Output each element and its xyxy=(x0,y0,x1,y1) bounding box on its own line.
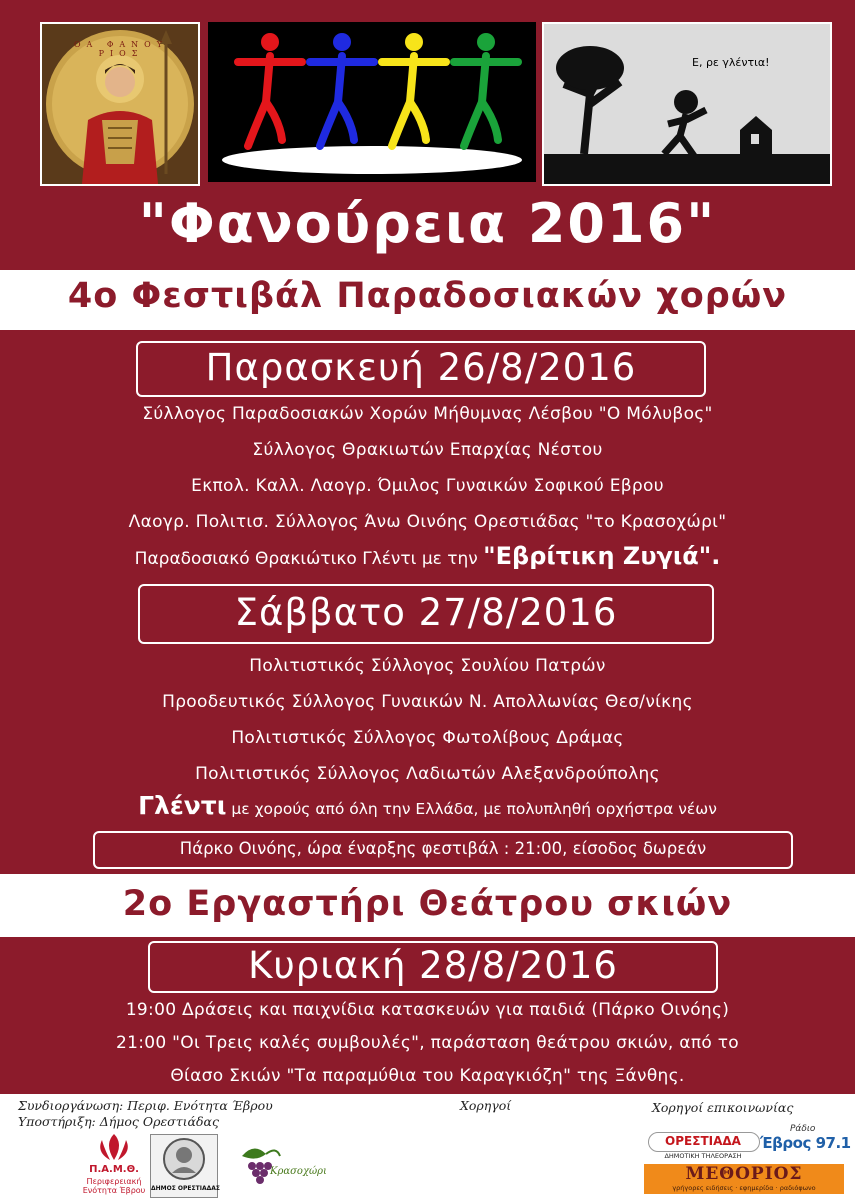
venue-text: Πάρκο Οινόης, ώρα έναρξης φεστιβάλ : 21:00, είσοδος δωρεάν xyxy=(179,839,707,858)
dancers-logo xyxy=(208,22,536,182)
friday-line-1: Σύλλογος Παραδοσιακών Χορών Μήθυμνας Λέσβου "Ο Μόλυβος" xyxy=(142,404,713,424)
orestiada-tv-sub: ΔΗΜΟΤΙΚΗ ΤΗΛΕΟΡΑΣΗ xyxy=(664,1152,742,1160)
krasoxori-label: Κρασοχώρι xyxy=(270,1166,327,1177)
pamth-sub2: Ενότητα Έβρου xyxy=(82,1186,146,1195)
methorios-name: ΜΕΘΟΡΙΟΣ xyxy=(685,1164,803,1184)
venue-box xyxy=(93,831,793,869)
dimos-orestiadas-logo xyxy=(150,1134,218,1198)
dimos-label: ΔΗΜΟΣ ΟΡΕΣΤΙΑΔΑΣ xyxy=(151,1185,220,1192)
saturday-line-4: Πολιτιστικός Σύλλογος Λαδιωτών Αλεξανδρούπολης xyxy=(195,764,660,784)
methorios-sub: γρήγορες ειδήσεις · εφημερίδα · ραδιόφωνο xyxy=(672,1184,816,1192)
dancer-yellow xyxy=(382,33,446,146)
support-text: Υποστήριξη: Δήμος Ορεστιάδας xyxy=(18,1114,219,1129)
pamth-title: Π.Α.Μ.Θ. xyxy=(89,1164,139,1175)
dancer-green xyxy=(454,33,518,146)
friday-line-5-prefix: Παραδοσιακό Θρακιώτικο Γλέντι με την xyxy=(134,549,484,569)
orestiada-tv-logo xyxy=(648,1128,758,1160)
sunday-line-2: 21:00 "Οι Τρεις καλές συμβουλές", παράσταση θεάτρου σκιών, από το xyxy=(115,1033,739,1053)
radio-small-label: Ράδιο xyxy=(790,1124,816,1134)
sunday-date: Κυριακή 28/8/2016 xyxy=(248,944,618,987)
workshop-title: 2ο Εργαστήρι Θεάτρου σκιών xyxy=(122,884,733,924)
saturday-date: Σάββατο 27/8/2016 xyxy=(234,591,618,634)
festival-subtitle: 4ο Φεστιβάλ Παραδοσιακών χορών xyxy=(67,276,788,316)
radio-evros-logo xyxy=(760,1124,851,1162)
dancer-blue xyxy=(310,33,374,146)
sunday-date-box xyxy=(148,941,718,993)
sunday-line-3: Θίασο Σκιών "Τα παραμύθια του Καραγκιόζη" της Ξάνθης. xyxy=(170,1066,685,1086)
glenti-word: Γλέντι xyxy=(138,791,227,820)
friday-line-3: Εκπολ. Καλλ. Λαογρ. Όμιλος Γυναικών Σοφικού Εβρου xyxy=(191,476,664,496)
icon-caption: ΟΑ ΦΑΝΟΥ ΡΙΟΣ xyxy=(73,40,169,58)
sunday-line-1: 19:00 Δράσεις και παιχνίδια κατασκευών για παιδιά (Πάρκο Οινόης) xyxy=(125,1000,730,1020)
krasoxori-logo xyxy=(232,1136,327,1196)
pamth-sub1: Περιφερειακή xyxy=(86,1177,142,1186)
methorios-logo xyxy=(644,1164,844,1194)
media-sponsors-label: Χορηγοί επικοινωνίας xyxy=(652,1100,794,1115)
festival-title: "Φανούρεια 2016" xyxy=(138,192,717,255)
friday-line-4: Λαογρ. Πολιτισ. Σύλλογος Άνω Οινόης Ορεστιάδας "το Κρασοχώρι" xyxy=(128,512,727,532)
saturday-line-2: Προοδευτικός Σύλλογος Γυναικών Ν. Απολλωνίας Θεσ/νίκης xyxy=(162,692,693,712)
saturday-date-box xyxy=(138,584,714,644)
radio-name: Έβρος 97.1 xyxy=(760,1134,851,1152)
pamth-logo xyxy=(76,1130,152,1196)
dancer-red xyxy=(238,33,302,146)
shadow-speech-text: Ε, ρε γλέντια! xyxy=(692,56,770,69)
saturday-glenti-line xyxy=(0,791,855,820)
saturday-line-3: Πολιτιστικός Σύλλογος Φωτολίβους Δράμας xyxy=(231,728,624,748)
shadow-theatre-image xyxy=(542,22,832,186)
sponsors-label: Χορηγοί xyxy=(460,1098,512,1113)
coorganization-text: Συνδιοργάνωση: Περιφ. Ενότητα Έβρου xyxy=(18,1098,273,1113)
saturday-line-1: Πολιτιστικός Σύλλογος Σουλίου Πατρών xyxy=(249,656,606,676)
evritiki-zygia: "Εβρίτικη Ζυγιά". xyxy=(483,542,721,570)
orestiada-tv-name: ΟΡΕΣΤΙΑΔΑ xyxy=(665,1134,741,1148)
friday-date: Παρασκευή 26/8/2016 xyxy=(205,346,637,389)
glenti-rest: με χορούς από όλη την Ελλάδα, με πολυπληθή ορχήστρα νέων xyxy=(226,800,717,818)
saint-icon-image xyxy=(40,22,200,186)
friday-line-5 xyxy=(0,542,855,570)
friday-date-box xyxy=(136,341,706,397)
friday-line-2: Σύλλογος Θρακιωτών Επαρχίας Νέστου xyxy=(252,440,603,460)
